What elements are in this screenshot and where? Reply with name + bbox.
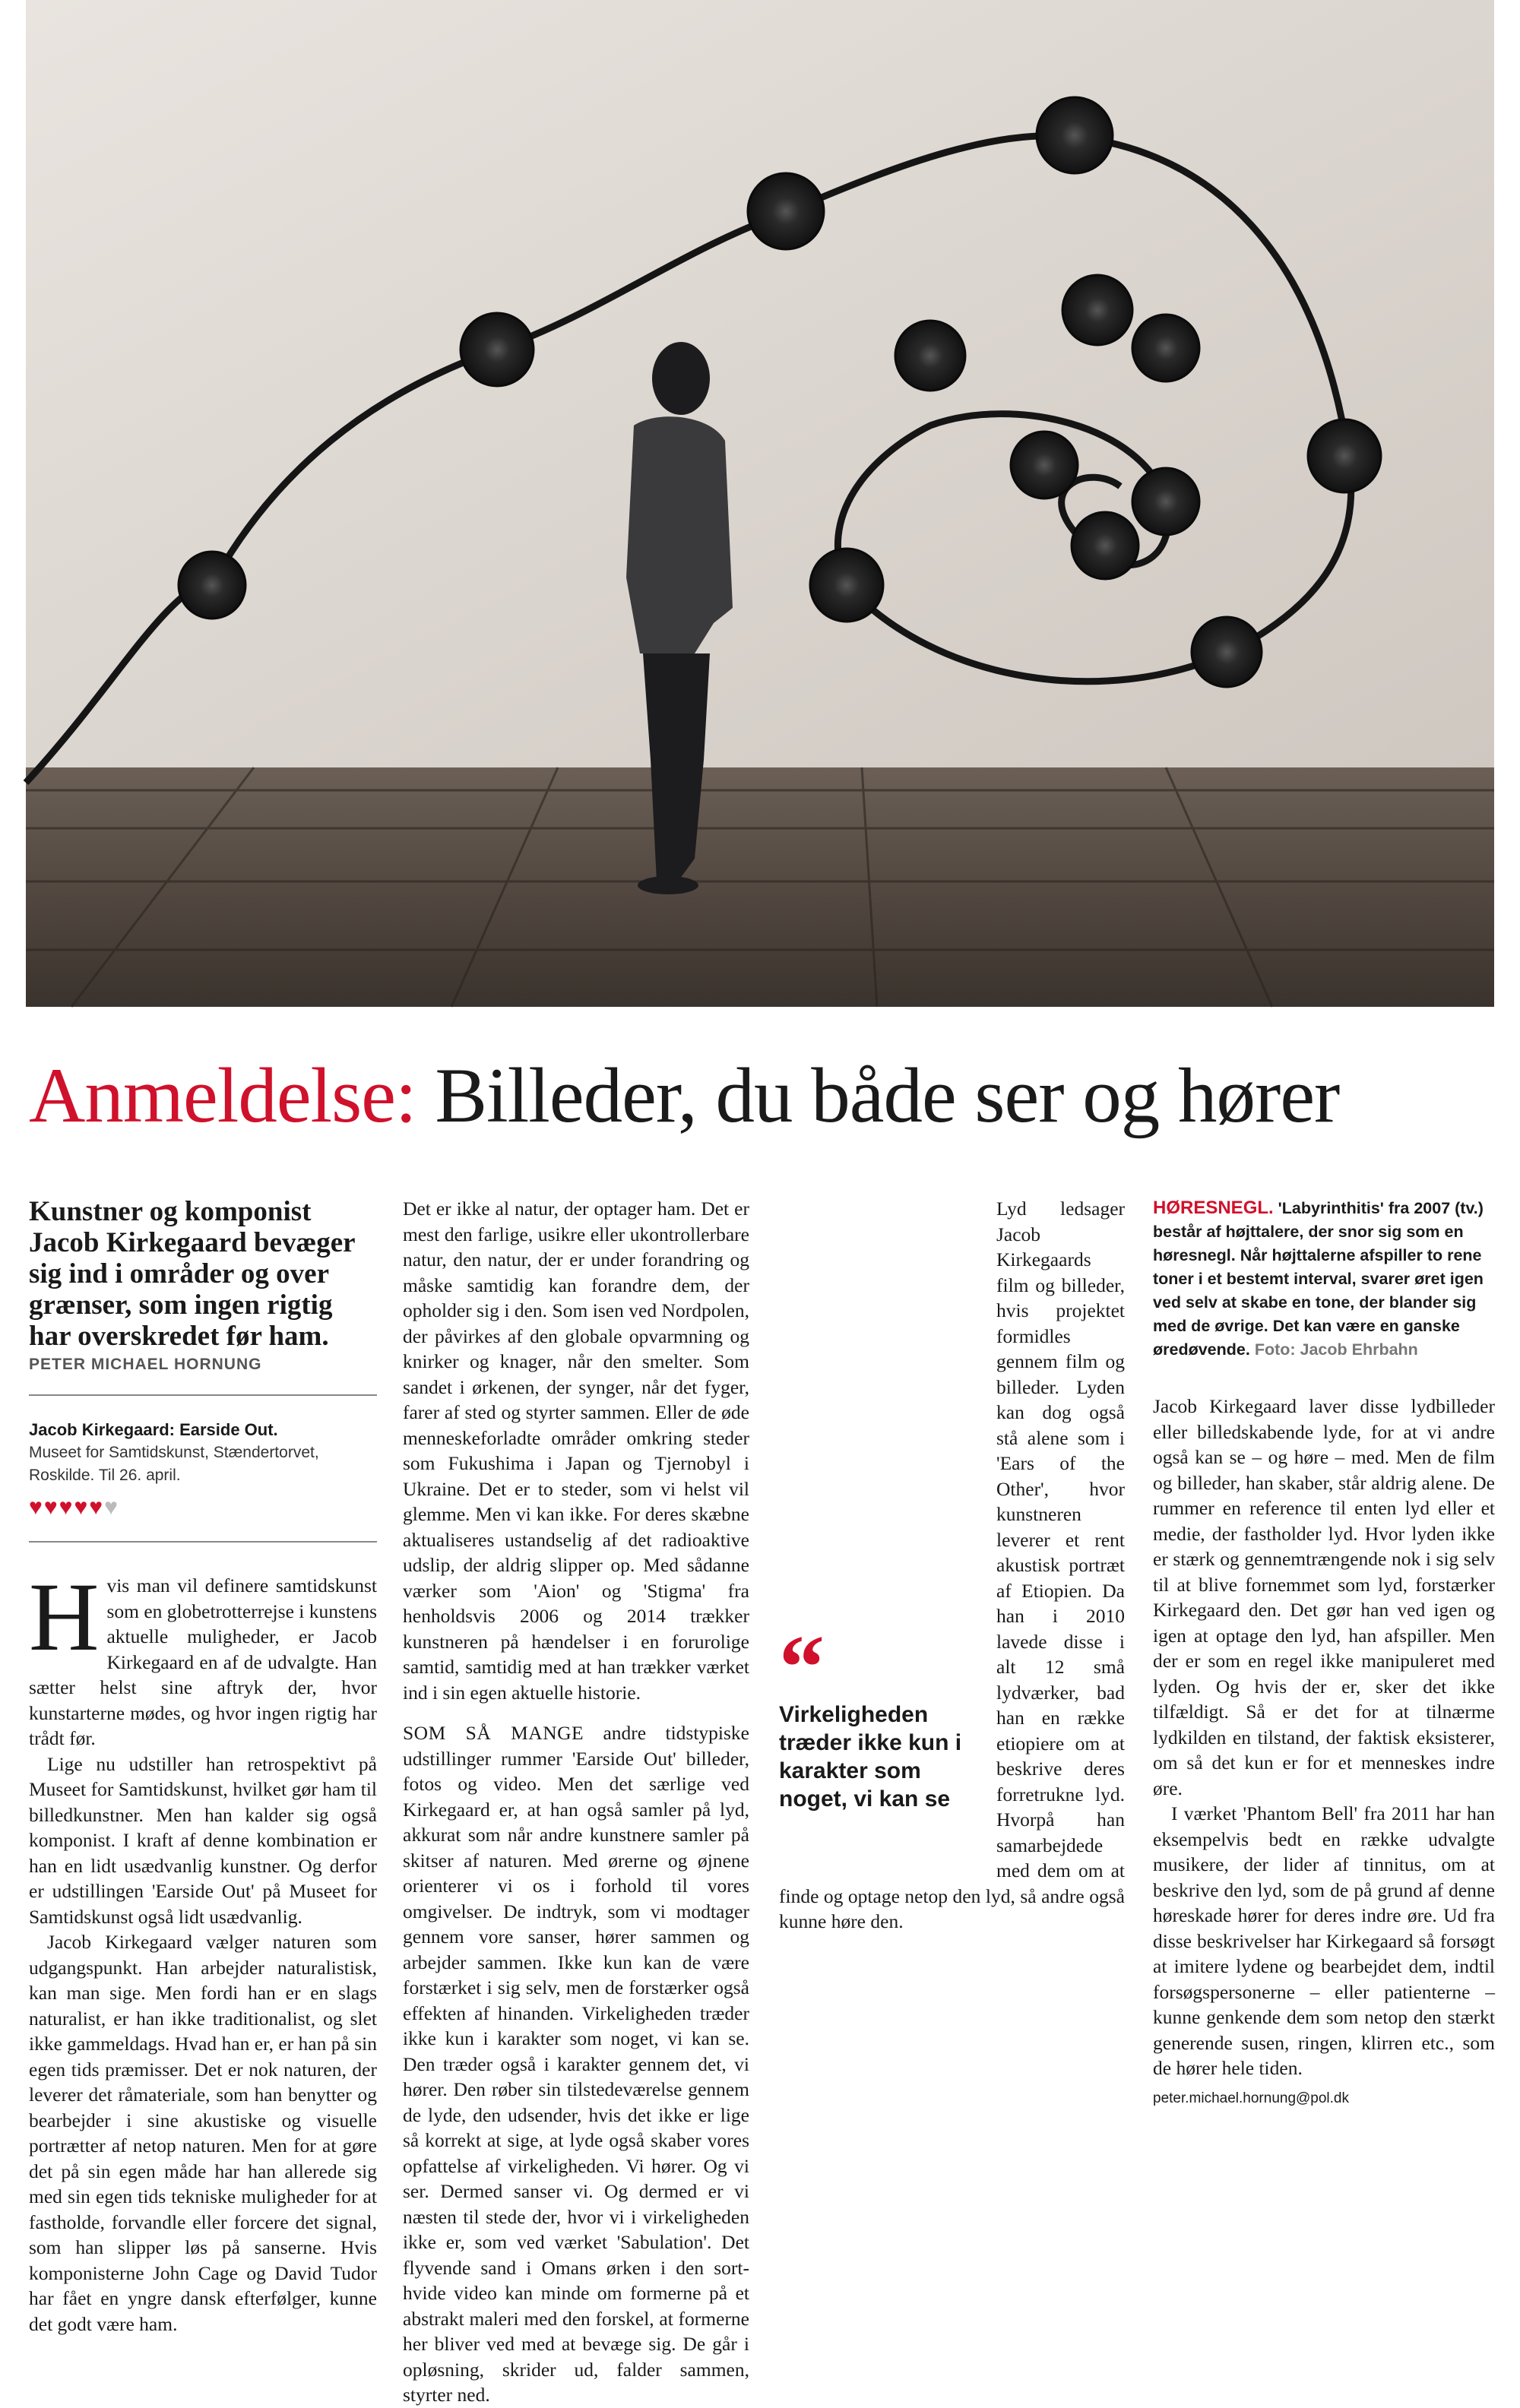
rating-hearts bbox=[29, 1495, 377, 1543]
dropcap: H bbox=[29, 1563, 100, 1671]
body-text: andre tidstypiske udstillinger rummer 'Earside Out' billeder, fotos og video. Men det særlige ved Kirkegaard er, at han også samler på lyd, akkurat som når andre kunstnere samler på skitser af naturen. Med ørerne og øjnene orienterer vi os i forhold til vores omgivelser. De indtryk, som vi modtager gennem vore sanser, hører sammen og arbejder sammen. Ikke kun kan de være forstærket i sig selv, men de forstærker også effekten af hinanden. Virkeligheden træder ikke kun i karakter som noget, vi kan se. Den træder også i karakter gennem det, vi hører. Den røber sin tilstedeværelse gennem de lyde, den udsender, hvis det ikke er lige så korrekt at sige, at lyde også skaber vores opfattelse af virkeligheden. Vi hører. Og vi ser. Dermed sanser vi. Og dermed er vi næsten til stede der, hvor vi i virkeligheden ikke er, som ved værket 'Sabulation'. Det flyvende sand i Omans ørken i den sort-hvide video kan minde om formerne på et abstrakt maleri med den forskel, at formerne her bliver ved med at bevæge sig. De går i opløsning, skrider ud, falder sammen, styrter ned. bbox=[403, 1722, 749, 2406]
factbox bbox=[29, 1419, 377, 1543]
body-paragraph-1 bbox=[29, 1563, 377, 1751]
byline: PETER MICHAEL HORNUNG bbox=[29, 1352, 377, 1396]
lead-paragraph: Kunstner og komponist Jacob Kirkegaard bevæger sig ind i områder og over grænser, som ingen rigtig har overskredet før ham. bbox=[29, 1196, 355, 1352]
caption-label: HØRESNEGL. bbox=[1153, 1198, 1274, 1218]
installation-photo bbox=[26, 0, 1494, 1007]
heart-empty-icon: ♥ bbox=[104, 1494, 119, 1520]
body-paragraph-5-visible bbox=[403, 1720, 749, 2408]
headline-kicker: Anmeldelse: bbox=[29, 1052, 416, 1139]
body-paragraph-2: Lige nu udstiller han retrospektivt på Museet for Samtidskunst, hvilket gør ham til billedkunstner. Men han kalder sig også komponist. I kraft af denne kombination er han en lidt usædvanlig kunstner. Og derfor er udstillingen 'Earside Out' på Museet for Samtidskunst også lidt usædvanlig. bbox=[29, 1752, 377, 1928]
column-2 bbox=[403, 1196, 749, 2406]
photo-caption bbox=[1153, 1196, 1495, 1362]
heart-filled-icon: ♥ bbox=[59, 1494, 74, 1520]
pull-quote bbox=[779, 1616, 978, 1813]
heart-filled-icon: ♥ bbox=[89, 1494, 105, 1520]
factbox-dates: Roskilde. Til 26. april. bbox=[29, 1466, 181, 1484]
body-paragraph-4-visible: Det er ikke al natur, der optager ham. Det er mest den farlige, usikre eller ukontrollerbare natur, den natur, der er under forandring og måske samtidig kan forandre dem, der opholder sig i den. Som isen ved Nordpolen, der påvirkes af den globale opvarmning og knirker og knager, når den smelter. Som sandet i ørkenen, der synger, når det fyger, farer af sted og styrter sammen. Eller de øde menneskeforladte områder omkring steder som Fukushima i Japan og Tjernobyl i Ukraine. Det er to steder, som vi helst vil glemme. Men vi kan ikke. For deres skæbne aktualiseres ustandselig af det radioaktive udslip, der aldrig slipper op. Med sådanne værker som 'Aion' og 'Stigma' fra henholdsvis 2006 og 2014 trækker kunstneren på hændelser i en forurolige samtid, samtidig med at han trækker værket ind i sin egen aktuelle historie. bbox=[403, 1198, 749, 1704]
factbox-venue: Museet for Samtidskunst, Stændertorvet, bbox=[29, 1443, 319, 1461]
heart-filled-icon: ♥ bbox=[29, 1494, 44, 1520]
column-3-content bbox=[779, 1196, 1125, 1935]
headline bbox=[29, 1052, 1496, 1139]
heart-filled-icon: ♥ bbox=[43, 1494, 59, 1520]
pull-quote-text: Virkeligheden træder ikke kun i karakter som noget, vi kan se bbox=[779, 1702, 962, 1812]
column-3 bbox=[779, 1196, 1125, 2184]
author-email: peter.michael.hornung@pol.dk bbox=[1153, 2090, 1350, 2106]
photo-credit: Foto: Jacob Ehrbahn bbox=[1249, 1340, 1418, 1359]
body-paragraph-3: Jacob Kirkegaard vælger naturen som udgangspunkt. Han arbejder naturalistisk, kan man sige. Men fordi han er en slags naturalist, er han ikke traditionalist, og slet ikke gammeldags. Hvad han er, er han på sin egen tids præmisser. Det er nok naturen, der leverer det råmateriale, som han benytter og bearbejder i sine akustiske og visuelle portrætter af netop naturen. Men for at gøre det på sin egen måde har han allerede sig med sin egen tids tekniske muligheder for at fastholde, forvandle eller forcere det signal, som han slipper løs på sanserne. Hvis komponisterne John Cage og David Tudor har fået en yngre dansk efterfølger, kunne det godt være ham. bbox=[29, 1931, 377, 2335]
subhead-lead-visible: SOM SÅ MANGE bbox=[403, 1722, 584, 1744]
column-3-flow bbox=[779, 1196, 1125, 1935]
body-text: vis man vil definere samtidskunst som en globetrotterrejse i kunstens aktuelle muligheder, er Jacob Kirkegaard en af de udvalgte. Han sætter helst sine aftryk der, hvor kunstarterne mødes, og hvor ingen rigtig har trådt før. bbox=[29, 1574, 377, 1749]
heart-filled-icon: ♥ bbox=[74, 1494, 90, 1520]
body-paragraph-7: Jacob Kirkegaard laver disse lydbilleder eller billedskabende lyde, for at vi andre også kan se – og høre – med. Men de film og billeder, han skaber, står aldrig alene. De rummer en reference til enten lyd eller et medie, der fastholder lyd. Hvor lyden ikke er stærk og gennemtrængende nok i sig selv til at blive fornemmet som lyd, forstærker Kirkegaard den. Det gør han ved igen og igen at optage den lyd, han afspiller. Men der er som en regel ikke manipuleret med lyden. Og hvis der er, sker det ikke tilfældigt. Så er det for at tilnærme lydkilden en tilstand, der faktisk eksisterer, om så det kun er for et menneskes indre øre. bbox=[1153, 1395, 1495, 1799]
column-2-flow bbox=[403, 1196, 749, 2408]
caption-text: 'Labyrinthitis' fra 2007 (tv.) består af højttalere, der snor sig som en høresnegl. Når højttalerne afspiller to rene toner i et bestemt interval, svarer øret igen ved selv at skabe en tone, der blander sig med de øvrige. Det kan være en ganske øredøvende. bbox=[1153, 1199, 1484, 1359]
quote-mark-icon: “ bbox=[779, 1616, 825, 1717]
factbox-title: Jacob Kirkegaard: Earside Out. bbox=[29, 1419, 278, 1439]
body-paragraph-6-visible: Lyd ledsager Jacob Kirkegaards film og billeder, hvis projektet formidles gennem film og billeder. Lyden kan dog også stå alene som i 'Ears of the Other', hvor kunstneren leverer et rent akustisk portræt af Etiopien. Da han i 2010 lavede disse i alt 12 små lydværker, bad han en række etiopiere om at beskrive deres forretrukne lyd. Hvorpå han samarbejdede med dem om at finde og optage netop den lyd, så andre også kunne høre den. bbox=[779, 1198, 1125, 1932]
body-paragraph-8: I værket 'Phantom Bell' fra 2011 har han eksempelvis bedt en række udvalgte musikere, der lider af tinnitus, om at beskrive den lyd, som de på grund af denne høreskade hører for deres indre øre. Ud fra disse beskrivelser har Kirkegaard så forsøgt at imitere lydene og bearbejdet dem, indtil forsøgspersonerne – eller patienterne – kunne genkende dem som netop den stærkt generende susen, ringen, klirren etc., som de hører hele tiden. bbox=[1153, 1802, 1495, 2079]
column-4 bbox=[1153, 1196, 1495, 2184]
column-1 bbox=[29, 1196, 377, 2337]
headline-title: Billeder, du både ser og hører bbox=[435, 1052, 1340, 1139]
hero-photo bbox=[26, 0, 1494, 1007]
